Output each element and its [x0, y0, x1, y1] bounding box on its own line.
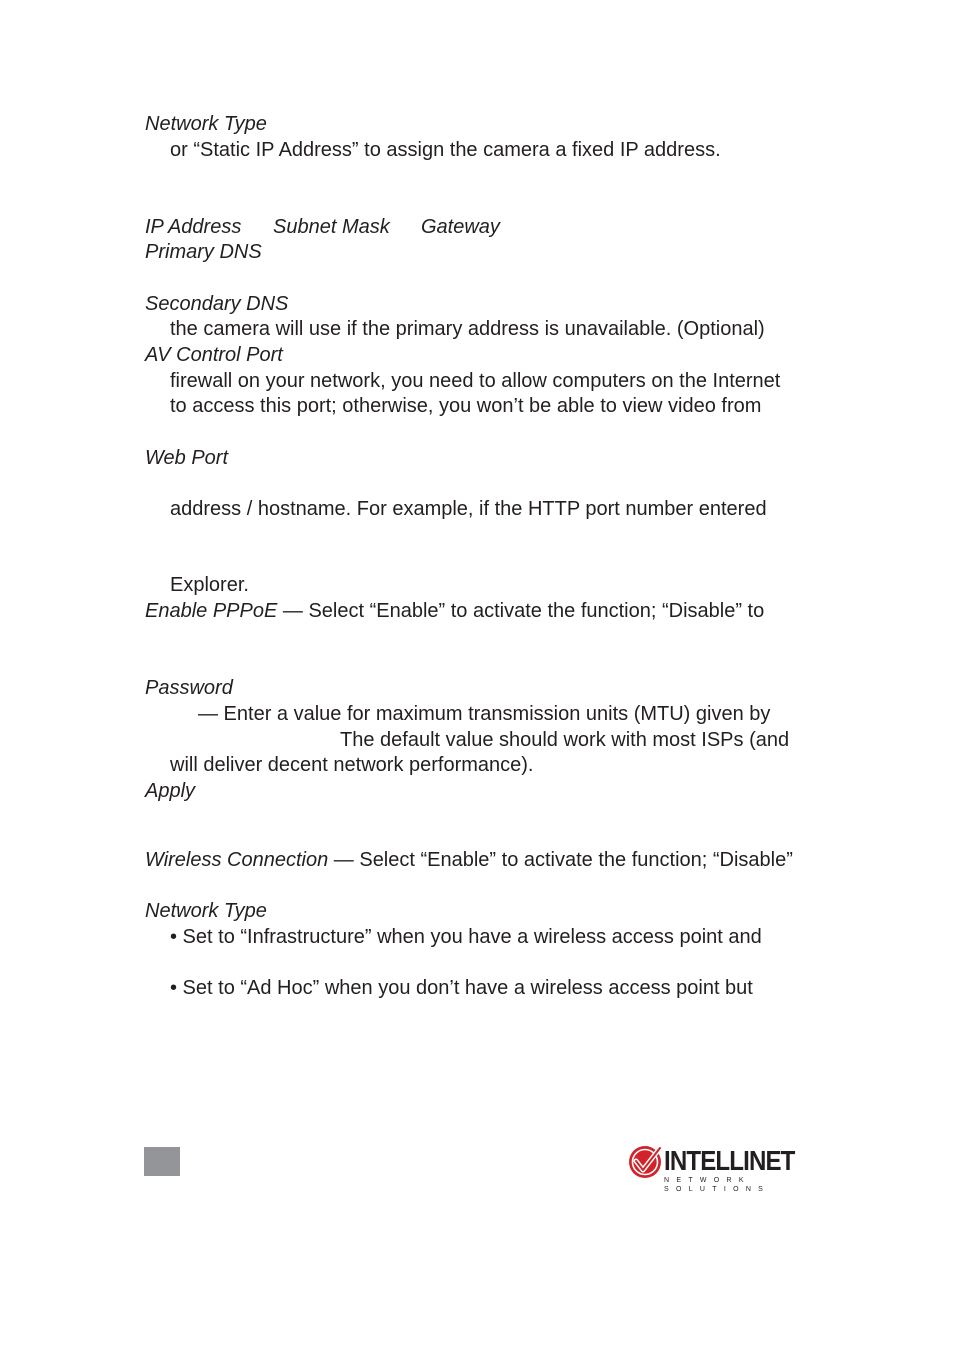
heading-network-type: Network Type — [145, 113, 267, 135]
body-text: or “Static IP Address” to assign the camera a fixed IP address. — [170, 139, 721, 161]
bullet-item: • Set to “Ad Hoc” when you don’t have a wireless access point but — [170, 977, 753, 999]
body-text: will deliver decent network performance). — [170, 754, 534, 776]
enable-pppoe-line — [145, 599, 764, 623]
body-text: firewall on your network, you need to allow computers on the Internet — [170, 370, 781, 392]
heading-web-port: Web Port — [145, 447, 228, 469]
logo-tagline: NETWORK SOLUTIONS — [664, 1177, 771, 1193]
wireless-connection-line — [145, 848, 793, 872]
heading-ip-address: IP Address — [145, 216, 242, 238]
body-text: the camera will use if the primary address is unavailable. (Optional) — [170, 318, 765, 340]
bullet-item: • Set to “Infrastructure” when you have a wireless access point and — [170, 926, 762, 948]
heading-apply: Apply — [145, 780, 196, 802]
heading-wireless-connection: Wireless Connection — [145, 849, 329, 871]
body-text: to access this port; otherwise, you won’t be able to view video from — [170, 395, 762, 417]
body-text: address / hostname. For example, if the HTTP port number entered — [170, 498, 767, 520]
heading-av-control-port: AV Control Port — [145, 344, 283, 366]
heading-password: Password — [145, 677, 233, 699]
body-text: — Enter a value for maximum transmission units (MTU) given by — [198, 703, 771, 725]
heading-secondary-dns: Secondary DNS — [145, 293, 289, 315]
body-text: Explorer. — [170, 574, 249, 596]
heading-enable-pppoe: Enable PPPoE — [145, 600, 278, 622]
page-number-tab — [144, 1147, 180, 1176]
body-text: — Select “Enable” to activate the function; “Disable” — [328, 849, 793, 871]
logo-brand: INTELLINET — [664, 1145, 795, 1176]
body-text: The default value should work with most ISPs (and — [340, 729, 790, 751]
body-text: — Select “Enable” to activate the function; “Disable” to — [277, 600, 765, 622]
heading-subnet-mask: Subnet Mask — [273, 216, 390, 238]
heading-network-type-wireless: Network Type — [145, 900, 267, 922]
intellinet-logo — [626, 1143, 842, 1193]
heading-primary-dns: Primary DNS — [145, 241, 262, 263]
heading-gateway: Gateway — [421, 216, 500, 238]
